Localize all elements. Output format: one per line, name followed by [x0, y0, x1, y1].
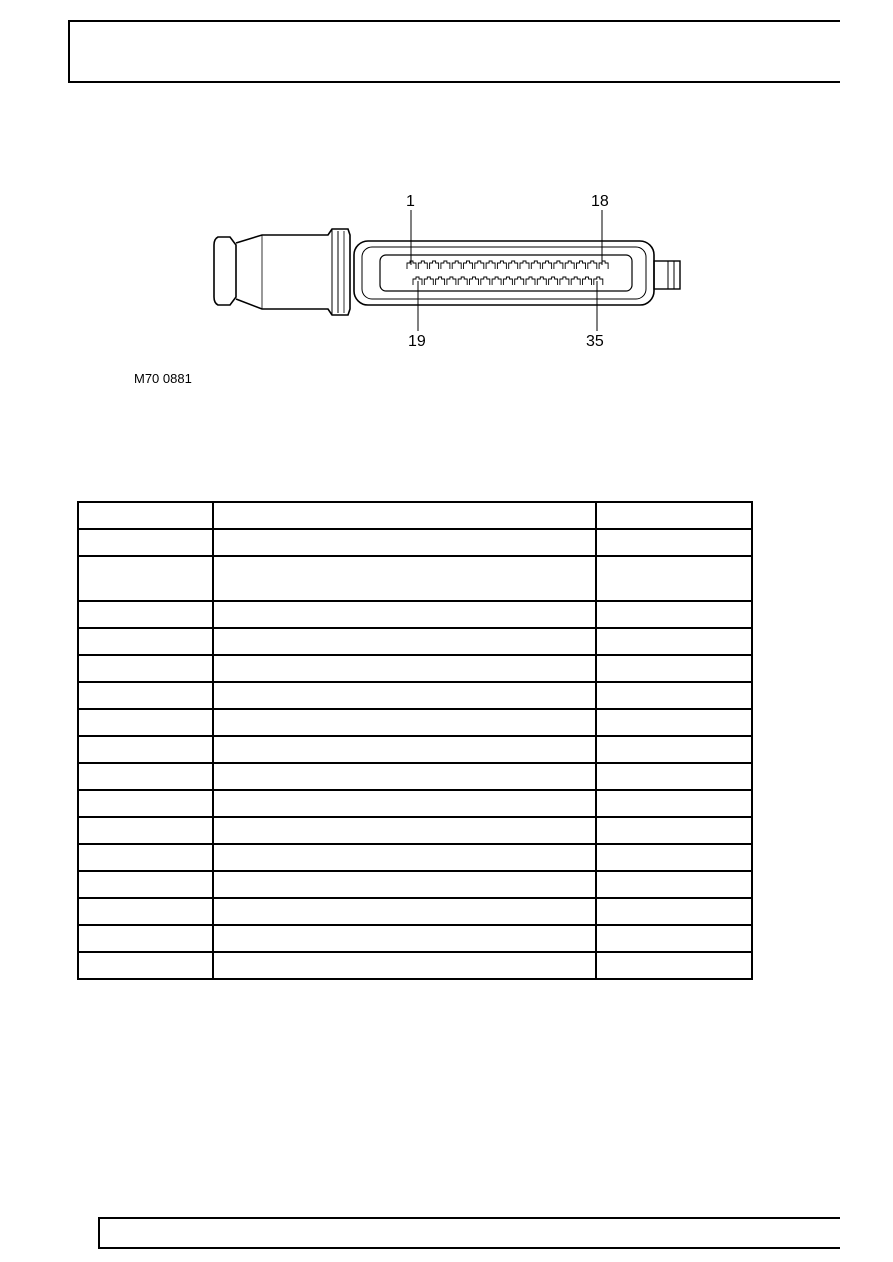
connector-pin — [418, 261, 427, 269]
table-cell — [596, 817, 752, 844]
table-cell — [213, 790, 596, 817]
table-cell — [213, 898, 596, 925]
connector-pin — [486, 261, 495, 269]
page-footer-frame — [98, 1217, 840, 1249]
connector-diagram — [200, 185, 700, 360]
table-cell — [596, 925, 752, 952]
connector-pin — [430, 261, 439, 269]
figure-reference: M70 0881 — [134, 371, 192, 386]
table-row — [78, 871, 752, 898]
pin-label-18: 18 — [591, 193, 609, 210]
table-row — [78, 817, 752, 844]
table-cell — [213, 925, 596, 952]
connector-pin — [583, 277, 592, 285]
connector-figure — [200, 185, 700, 360]
table-row — [78, 655, 752, 682]
table-cell — [596, 502, 752, 529]
connector-pin — [503, 277, 512, 285]
table-cell — [596, 871, 752, 898]
table-cell — [596, 898, 752, 925]
connector-boot — [214, 237, 236, 305]
connector-pin — [509, 261, 518, 269]
pin-row-top — [407, 261, 608, 269]
connector-pin — [492, 277, 501, 285]
table-row — [78, 682, 752, 709]
table-cell — [213, 628, 596, 655]
connector-pin — [549, 277, 558, 285]
table-row — [78, 790, 752, 817]
connector-pin — [515, 277, 524, 285]
table-row — [78, 736, 752, 763]
connector-pin — [520, 261, 529, 269]
connector-pin — [475, 261, 484, 269]
table-row — [78, 925, 752, 952]
table-cell — [78, 871, 213, 898]
table-cell — [596, 556, 752, 601]
connector-latch — [654, 261, 680, 289]
table-cell — [78, 925, 213, 952]
table-cell — [213, 682, 596, 709]
table-cell — [596, 628, 752, 655]
connector-pin — [458, 277, 467, 285]
connector-pin — [588, 261, 597, 269]
table-cell — [596, 763, 752, 790]
table-cell — [78, 709, 213, 736]
table-cell — [213, 736, 596, 763]
table-cell — [78, 736, 213, 763]
connector-pin — [424, 277, 433, 285]
table-row — [78, 952, 752, 979]
table-cell — [596, 709, 752, 736]
table-cell — [213, 709, 596, 736]
pin-label-1: 1 — [406, 193, 415, 210]
connector-pin — [436, 277, 445, 285]
table-cell — [596, 790, 752, 817]
table-row — [78, 763, 752, 790]
table-cell — [596, 529, 752, 556]
connector-pin — [497, 261, 506, 269]
table-cell — [213, 556, 596, 601]
connector-pin — [470, 277, 479, 285]
table-cell — [213, 844, 596, 871]
pin-label-19: 19 — [408, 333, 426, 350]
table-row — [78, 628, 752, 655]
connector-pin — [452, 261, 461, 269]
table-row — [78, 709, 752, 736]
table-cell — [78, 502, 213, 529]
table-cell — [78, 817, 213, 844]
connector-pin — [565, 261, 574, 269]
connector-pin — [599, 261, 608, 269]
table-row — [78, 502, 752, 529]
connector-pin — [531, 261, 540, 269]
table-cell — [213, 502, 596, 529]
connector-pin — [526, 277, 535, 285]
table-row — [78, 601, 752, 628]
pin-row-bottom — [413, 277, 603, 285]
table-cell — [78, 601, 213, 628]
table-row — [78, 529, 752, 556]
table-cell — [213, 601, 596, 628]
connector-pin — [441, 261, 450, 269]
table-cell — [78, 790, 213, 817]
table-cell — [78, 898, 213, 925]
connector-pin — [464, 261, 473, 269]
table-cell — [596, 655, 752, 682]
table-cell — [213, 871, 596, 898]
table-cell — [78, 952, 213, 979]
table-cell — [596, 844, 752, 871]
connector-sleeve — [236, 229, 350, 315]
table-cell — [78, 556, 213, 601]
table-row — [78, 898, 752, 925]
table-cell — [213, 529, 596, 556]
table-cell — [596, 736, 752, 763]
table-row — [78, 844, 752, 871]
table-cell — [78, 763, 213, 790]
table-cell — [596, 601, 752, 628]
connector-pin — [560, 277, 569, 285]
pin-label-35: 35 — [586, 333, 604, 350]
table-cell — [78, 682, 213, 709]
connector-pin — [571, 277, 580, 285]
table-cell — [213, 655, 596, 682]
connector-pin — [447, 277, 456, 285]
table-cell — [78, 655, 213, 682]
table-cell — [213, 817, 596, 844]
connector-pin — [554, 261, 563, 269]
page-header-frame — [68, 20, 840, 83]
table-cell — [78, 844, 213, 871]
table-cell — [78, 529, 213, 556]
pin-table — [77, 501, 753, 980]
table-cell — [596, 952, 752, 979]
connector-pin — [537, 277, 546, 285]
connector-pin — [577, 261, 586, 269]
connector-pin — [594, 277, 603, 285]
table-cell — [213, 952, 596, 979]
connector-housing — [354, 241, 654, 305]
table-cell — [78, 628, 213, 655]
connector-pin — [543, 261, 552, 269]
connector-pin — [481, 277, 490, 285]
table-row — [78, 556, 752, 601]
table-cell — [596, 682, 752, 709]
table-cell — [213, 763, 596, 790]
